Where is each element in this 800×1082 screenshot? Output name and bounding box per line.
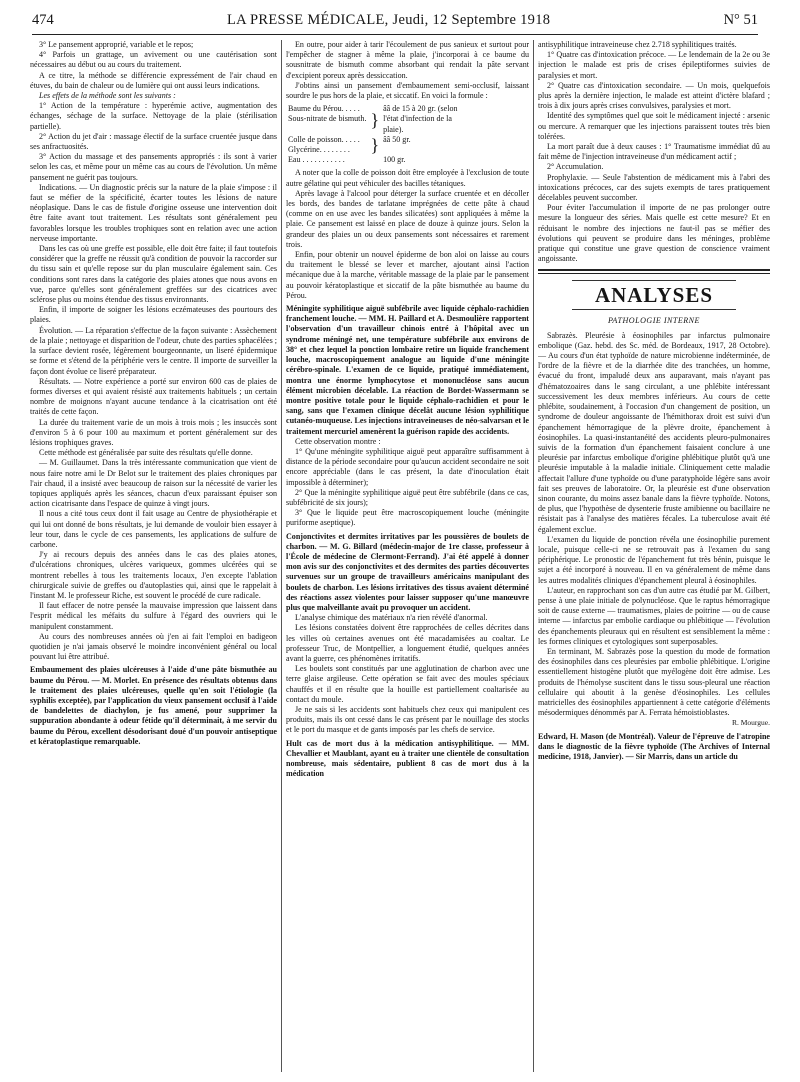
paragraph: Indications. — Un diagnostic précis sur la nature de la plaie s'impose : il faut se méfier de la spécificité, écarter toutes les lésions de nature néoplasique. Dans le cas de fistule d'origine osseuse une intervention doit être faite avant tout traitement. Les résultats sont généralement peu favorables lorsque les troubles trophiques sont en relation avec une action nerveuse importante. — [30, 182, 277, 243]
column-divider — [281, 40, 282, 1072]
formula-table — [286, 104, 529, 165]
section-heading: Conjonctivites et dermites irritatives par les poussières de boulets de charbon. — M. G. Billard (médecin-major de 1re classe, professeur à l'École de médecine de Clermont-Ferrand). J'ai été appelé à donner mon avis sur des conjonctivites et des dermites des parties découvertes survenues sur un groupe de travailleurs américains manipulant des boulets de charbon. Les lésions irritatives des tissus avaient déterminé des réactions assez violentes pour laisser supposer qu'une manœuvre plus que malveillante avait pu provoquer un accident. — [286, 531, 529, 612]
column-2 — [286, 40, 529, 1072]
paragraph: L'auteur, en rapprochant son cas d'un autre cas étudié par M. Gilbert, pense à une plaie initiale de polynucléose. Que le raptus hémorragique soit de cause externe — traumatismes, plaies de poitrine — ou de cause interne — infarctus par embolie cardiaque ou phlébitique — l'évolution des épanchements pleuraux qui en résultent est sensiblement la même : les formes cliniques et cytologiques sont superposables. — [538, 585, 770, 646]
formula-bracket: } — [370, 135, 380, 156]
paragraph: A ce titre, la méthode se différencie expressément de l'air chaud en étuves, du bain de chaleur ou de lumière qui ont aussi leurs indications. — [30, 70, 277, 90]
journal-title: LA PRESSE MÉDICALE, Jeudi, 12 Septembre 1918 — [227, 12, 551, 28]
paragraph: 2° Quatre cas d'intoxication secondaire. — Un mois, quelquefois plus après la dernière injection, le malade est atteint d'ictère blafard ; trois à dix jours après crises convulsives, paralysies et mort. — [538, 80, 770, 111]
paragraph: J'obtins ainsi un pansement d'embaumement semi-occlusif, laissant sourdre le pus hors de la plaie, et siccatif. En voici la formule : — [286, 80, 529, 101]
paragraph: Évolution. — La réparation s'effectue de la façon suivante : Assèchement de la plaie ; nettoyage et disparition de l'odeur, chute des parties sphacélées ; la surface devient rosée, légèrement bourgeonnante, un liseré épidermique se forme et s'étend de la périphérie vers le centre. Il importe de surveiller la façon dont évolue ce liseré préparateur. — [30, 325, 277, 376]
paragraph: A noter que la colle de poisson doit être employée à l'exclusion de toute autre gélatine qui peut véhiculer des bacilles tétaniques. — [286, 168, 529, 188]
paragraph: L'analyse chimique des matériaux n'a rien révélé d'anormal. — [295, 613, 488, 623]
paragraph: Au cours des nombreuses années où j'en ai fait l'emploi en badigeon quotidien je n'ai jamais observé le moindre inconvénient général ou local pouvant lui être attribué. — [30, 631, 277, 662]
section-label: Les effets de la méthode sont les suivants : — [39, 91, 176, 101]
paragraph: 2° Que la méningite syphilitique aiguë peut être subfébrile (dans ce cas, subfébricité de six jours); — [286, 487, 529, 507]
page-number: 474 — [32, 12, 54, 28]
page-header — [32, 12, 758, 34]
section-heading: Edward, H. Mason (de Montréal). Valeur de l'épreuve de l'atropine dans le diagnostic de la fièvre typhoïde (The Archives of Internal medicine, 1918, Janvier). — Sir Marris, dans un article du — [538, 731, 770, 761]
analyses-title: ANALYSES — [572, 280, 736, 310]
paragraph: Enfin, pour obtenir un nouvel épiderme de bon aloi on laisse au cours du traitement le blessé se lever et marcher, ajoutant ainsi l'action mécanique due à la marche, véritable massage de la plaie par le pansement au pouvoir kératoplastique et siccatif de la pâte bismuthée au baume du Pérou. — [286, 250, 529, 300]
formula-amount: l'état d'infection de la — [383, 114, 452, 124]
formula-ingredient: Baume du Pérou. . . . . — [288, 104, 360, 114]
issue-number: N° 51 — [723, 12, 758, 28]
paragraph: Enfin, il importe de soigner les lésions eczémateuses des pourtours des plaies. — [30, 305, 277, 325]
formula-amount: 100 gr. — [383, 155, 406, 165]
formula-ingredient: Eau . . . . . . . . . . . — [288, 155, 345, 165]
paragraph: Cette méthode est généralisée par suite des résultats qu'elle donne. — [39, 448, 253, 458]
paragraph: 4° Parfois un grattage, un avivement ou une cautérisation sont nécessaires au début ou au cours du traitement. — [30, 50, 277, 70]
paragraph: L'examen du liquide de ponction révéla une éosinophilie purement locale, puisque celle-ci ne se retrouvait pas à l'examen du sang périphérique. Le pronostic de l'épanchement fut très bénin, puisque le sujet a été incorporé à nouveau. Il en va généralement de même dans les autres modalités cliniques d'épanchement pleural à éosinophiles. — [538, 534, 770, 585]
paragraph: — M. Guillaumet. Dans la très intéressante communication que vient de nous faire notre ami le Dr Belot sur le traitement des plaies chroniques par l'air chaud, il a insisté avec beaucoup de raison sur la nécessité de varier les topiques appliqués après les séances, chacun d'eux paraissant épuiser son action cicatrisante dans l'espace de quinze à vingt jours. — [30, 458, 277, 509]
section-heading: Hult cas de mort dus à la médication antisyphilitique. — MM. Chevallier et Maublant, ayant eu à traiter une clientèle de consultation nombreuse, mais sédentaire, publient 8 cas de mort dus à la médication — [286, 738, 529, 779]
column-1 — [30, 40, 277, 1072]
paragraph: 1° Qu'une méningite syphilitique aiguë peut apparaître suffisamment à distance de la période secondaire pour qu'aucun accident secondaire ne soit encore appréciable (dans le cas présent, la date d'inoculation était impossible à déterminer); — [286, 446, 529, 487]
section-separator — [538, 264, 770, 278]
paragraph: 2° Action du jet d'air : massage électif de la surface cruentée jusque dans ses anfractuosités. — [30, 131, 277, 152]
author-signature: R. Mourgue. — [732, 718, 770, 728]
paragraph: En terminant, M. Sabrazès pose la question du mode de formation des éosinophiles dans ces pleurésies par embolie phlébitique. L'origine essentiellement histogène plutôt que myélogène doit être admise. Les produits de l'hémolyse suscitent dans le tissu sous-pleural une réaction cellulaire qui aboutit à la genèse d'éosinophiles. Les cellules matricielles des éosinophiles appartiennent à cette catégorie d'éléments mésodermiques dénommés par A. Ferrata hémoistioblastes. — [538, 646, 770, 718]
formula-ingredient: Sous-nitrate de bismuth. — [288, 114, 367, 124]
section-heading: Embaumement des plaies ulcéreuses à l'aide d'une pâte bismuthée au baume du Pérou. — M. Morlet. En présence des résultats obtenus dans le traitement des plaies ulcéreuses, quelle qu'en soit l'étiologie (la syphilis exceptée), par l'application du vieux pansement occlusif à l'aide de bandelettes de diachylon, je fus amené, pour supprimer la suppuration abondante à odeur fétide qu'il déterminait, à me servir du baume du Pérou, excellent désodorisant doué d'un pouvoir antiseptique et kératoplastique remarquable. — [30, 665, 277, 746]
paragraph: Je ne sais si les accidents sont habituels chez ceux qui manipulent ces produits, mais ils ont cessé dans le cas présent par le nouillage des stocks et le port du masque et de gants imposés par les chefs de service. — [286, 705, 529, 735]
formula-bracket: } — [370, 109, 380, 130]
formula-amount: ââ de 15 à 20 gr. (selon — [383, 104, 458, 114]
paragraph: 1° Quatre cas d'intoxication précoce. — Le lendemain de la 2e ou 3e injection le malade est pris de crises épileptiformes suivies de paralysies et mort. — [538, 50, 770, 80]
paragraph: Les lésions constatées doivent être rapprochées de celles décrites dans les villes où certaines avenues ont été macadamisées au coaltar. Le professeur Truc, de Montpellier, a longuement étudié, quelques années avant la guerre, ces phénomènes irritatifs. — [286, 623, 529, 663]
paragraph: antisyphilitique intraveineuse chez 2.718 syphilitiques traités. — [538, 40, 737, 49]
formula-ingredient: Colle de poisson. . . . . — [288, 134, 360, 144]
paragraph: Après lavage à l'alcool pour déterger la surface cruentée et en décoller les bords, des bandes de tarlatane imprégnées de cette pâte à chaud (comme on en use avec les bandes silicatées) sont appliquées à même la plaie. Ce pansement est laissé en place de douze à quinze jours. Selon la grandeur des plaies un ou deux pansements sont nécessaires et rarement trois. — [286, 188, 529, 249]
formula-amount — [381, 145, 459, 155]
formula-amount: ââ 50 gr. — [383, 134, 411, 144]
paragraph: 2° Accumulation. — [547, 162, 604, 172]
paragraph: La durée du traitement varie de un mois à trois mois ; les insuccès sont d'environ 5 à 6 pour 100 au maximum et portent généralement sur des lésions trophiques graves. — [30, 417, 277, 447]
paragraph: Résultats. — Notre expérience a porté sur environ 600 cas de plaies de formes diverses et qui avaient résisté aux traitements habituels ; un certain nombre de moignons n'ayant aucune tendance à la cicatrisation ont été traités de cette façon. — [30, 376, 277, 417]
paragraph: 3° Action du massage et des pansements appropriés : ils sont à varier selon les cas, et même pour un même cas au cours de l'évolution. Un même pansement ne guérit pas toujours. — [30, 152, 277, 182]
column-3 — [538, 40, 770, 1072]
formula-ingredient — [286, 125, 368, 135]
paragraph: Pour éviter l'accumulation il importe de ne pas prolonger outre mesure la longueur des séries. Mais quelle est cette mesure? Et en réduisant le nombre des injections ne faut-il pas se méfier des évolutions qui peuvent se produire dans les méninges, problème pratique qui constitue une grave question de conscience vraiment angoissante. — [538, 203, 770, 264]
paragraph: Identité des symptômes quel que soit le médicament injecté : arsenic ou mercure. A remarquer que les injections paraissent toutes très bien tolérées. — [538, 111, 770, 141]
paragraph: Les boulets sont constitués par une agglutination de charbon avec une terre glaise argileuse. Cette opération se fait avec des moules spéciaux chauffés et il en résulte que la houille est partiellement coaltarisée au contact du moule. — [286, 664, 529, 704]
paragraph: Dans les cas où une greffe est possible, elle doit être faite; il faut toutefois considérer que la greffe ne réussit qu'à condition de pouvoir la raccorder sur du tissu sain et qu'elle repose sur du plan musculaire également sain. Ces conditions sont rares dans la catégorie des plaies atones que nous avons en vue, parce qu'elles sont généralement greffées sur des cicatrices avec sclérose plus ou moins étendue des tissus environnants. — [30, 244, 277, 305]
formula-ingredient: Glycérine. . . . . . . . — [288, 145, 350, 155]
section-heading: Méningite syphilitique aiguë subfébrile avec liquide céphalo-rachidien franchement louche. — MM. H. Paillard et A. Desmoulière rapportent l'observation d'un travailleur chinois entré à l'hôpital avec un syndrome méningé net, une température subfébrile aux environs de 38° et chez lequel la ponction lombaire retire un liquide franchement louche, macroscopiquement analogue au liquide d'une méningite cérébro-spinale. L'examen de ce liquide, pratiqué immédiatement, montra une énorme lymphocytose et mononucléose sans aucun élément microbien décelable. La réaction de Bordet-Wassermann se montre positive totale pour le liquide céphalo-rachidien et pour le sang, sans que l'examen clinique décelât aucune lésion syphilitique cutanéo-muqueuse. Les injections intraveineuses de néo-salvarsan et le traitement mercuriel amenèrent la guérison rapide des accidents. — [286, 304, 529, 436]
header-rule — [32, 34, 758, 35]
paragraph: 3° Que le liquide peut être macroscopiquement louche (méningite puriforme aseptique). — [286, 508, 529, 528]
analyses-subtitle: PATHOLOGIE INTERNE — [608, 316, 700, 326]
paragraph: Prophylaxie. — Seule l'abstention de médicament mis à l'abri des intoxications précoces, car des sujets exempts de tares pratiquement décelables peuvent succomber. — [538, 172, 770, 203]
paragraph: La mort paraît due à deux causes : 1° Traumatisme immédiat dû au fait même de l'injection intraveineuse d'un médicament actif ; — [538, 142, 770, 162]
paragraph: Cette observation montre : — [295, 436, 381, 446]
formula-amount: plaie). — [383, 124, 404, 134]
paragraph: En outre, pour aider à tarir l'écoulement de pus sanieux et surtout pour l'empêcher de stagner à même la plaie, j'incorporai à ce baume du sousnitrate de bismuth comme absorbant qui rendait la pâte servant d'excipient poreux après dessiccation. — [286, 40, 529, 80]
paragraph: Il nous a cité tous ceux dont il fait usage au Centre de physiothérapie et qui lui ont donné de bons résultats, je lui demande de vouloir bien essayer à leur tour, dans le cycle de ces pansements, les applications de sulfure de carbone. — [30, 509, 277, 549]
column-divider — [533, 40, 534, 1072]
paragraph: 1° Action de la température : hyperémie active, augmentation des échanges, séchage de la surface. Nettoyage de la plaie (stérilisation partielle). — [30, 101, 277, 131]
paragraph: Sabrazès. Pleurésie à éosinophiles par infarctus pulmonaire embolique (Gaz. hebd. des Sc. méd. de Bordeaux, 1917, 28 Octobre). — Au cours d'un état typhoïde de nature microbienne indéterminée, de l'ordre de la fièvre et de la diarrhée dite des tranchées, un homme, évacué du front, impaludé deux ans auparavant, mais n'ayant pas d'hématozoaires dans le sang circulant, a une phlébite intéressant successivement les deux membres inférieurs. Au cours de cette phlébite, soudainement, à l'occasion d'un changement de position, un syndrome de douleur angoissante de l'hémithorax droit est suivi d'un épanchement hémorragique de la plèvre droite, épanchement à éosinophiles. La quasi-instantanéité des accidents pleuro-pulmonaires suivis de la formation d'un épanchement faisaient conclure à une pleurésie par infarctus embolique d'origine phlébitique plutôt qu'à une pleurésie imputable à la maladie initiale. Cliniquement cette maladie affectait l'allure d'une typhoïde ou d'une paratyphoïde légère sans avoir fait ses preuves de laboratoire. Or, la pleurésie est d'une observation sinon courante, du moins assez banale dans la fièvre typhoïde. Notons, de plus, que l'hypothèse de dysenterie fruste amibienne ou bacillaire ne résistait pas à l'analyse des matières fécales. La tuberculose avait été également exclue. — [538, 330, 770, 534]
paragraph: Il faut effacer de notre pensée la mauvaise impression que laissent dans l'esprit médical les méfaits du sulfure à l'égard des ouvriers qui le manipulent constamment. — [30, 601, 277, 631]
paragraph: J'y ai recours depuis des années dans le cas des plaies atones, d'ulcérations chroniques, ulcères variqueux, gommes ulcérées qui se montrent rebelles à tous les traitements locaux, J'en excepte l'ablation chirurgicale suivie de greffes ou d'autoplasties qui, ainsi que le rappelait à l'instant M. le professeur Riche, est souvent le procédé de cure radicale. — [30, 550, 277, 600]
paragraph: 3° Le pansement approprié, variable et le repos; — [39, 40, 194, 49]
